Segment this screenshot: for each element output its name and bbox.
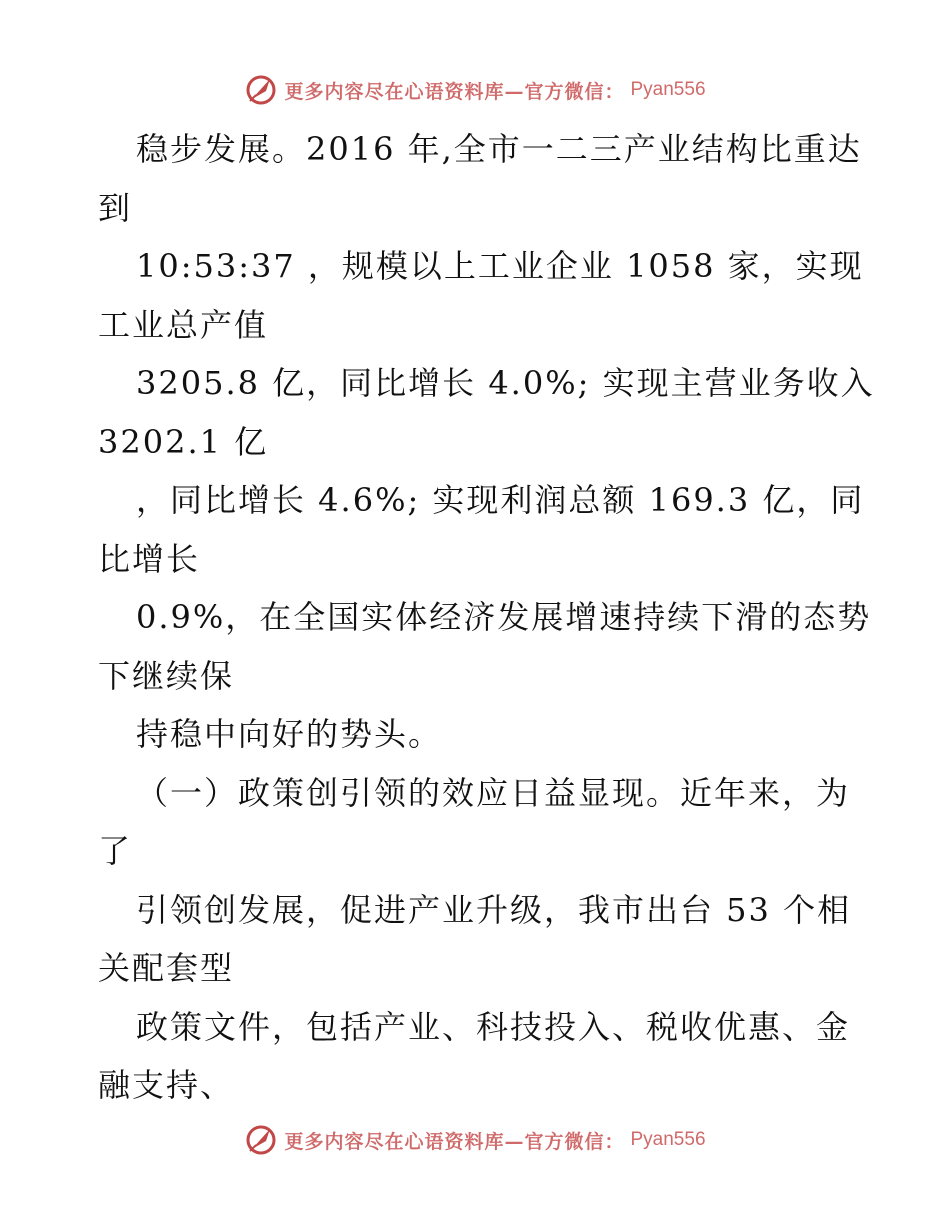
- text-line: 引领创发展，促进产业升级，我市出台 53 个相: [136, 890, 852, 929]
- watermark-wechat-id: Pyan556: [630, 79, 706, 100]
- text-line: 政策文件，包括产业、科技投入、税收优惠、金: [136, 1007, 851, 1046]
- quill-logo-icon: [244, 73, 278, 107]
- watermark-wechat-id: Pyan556: [630, 1129, 706, 1150]
- text-line: 10:53:37 ，规模以上工业企业 1058 家，实现: [136, 247, 864, 285]
- text-line: 下继续保: [98, 656, 235, 695]
- text-line: 3202.1 亿: [98, 422, 269, 461]
- text-line: 0.9%，在全国实体经济发展增速持续下滑的态势: [136, 598, 872, 636]
- text-line: 到: [98, 188, 133, 227]
- quill-logo-icon: [244, 1123, 278, 1157]
- text-line: 稳步发展。2016 年,全市一二三产业结构比重达: [136, 130, 862, 168]
- text-line: ，同比增长 4.6%; 实现利润总额 169.3 亿，同: [136, 481, 865, 519]
- text-line: 持稳中向好的势头。: [136, 715, 443, 753]
- watermark-text: 更多内容尽在心语资料库—官方微信：: [284, 80, 625, 103]
- watermark-footer: [0, 1120, 950, 1160]
- document-body: [98, 120, 875, 1115]
- text-line: （一）政策创引领的效应日益显现。近年来，为: [136, 773, 851, 812]
- text-line: 融支持、: [98, 1066, 235, 1104]
- watermark-header: [0, 70, 950, 110]
- text-line: 工业总产值: [98, 305, 269, 344]
- watermark-text: 更多内容尽在心语资料库—官方微信：: [284, 1130, 625, 1153]
- text-line: 比增长: [98, 539, 201, 578]
- text-line: 关配套型: [98, 949, 235, 987]
- text-line: 了: [98, 832, 133, 870]
- text-line: 3205.8 亿，同比增长 4.0%; 实现主营业务收入: [136, 364, 875, 402]
